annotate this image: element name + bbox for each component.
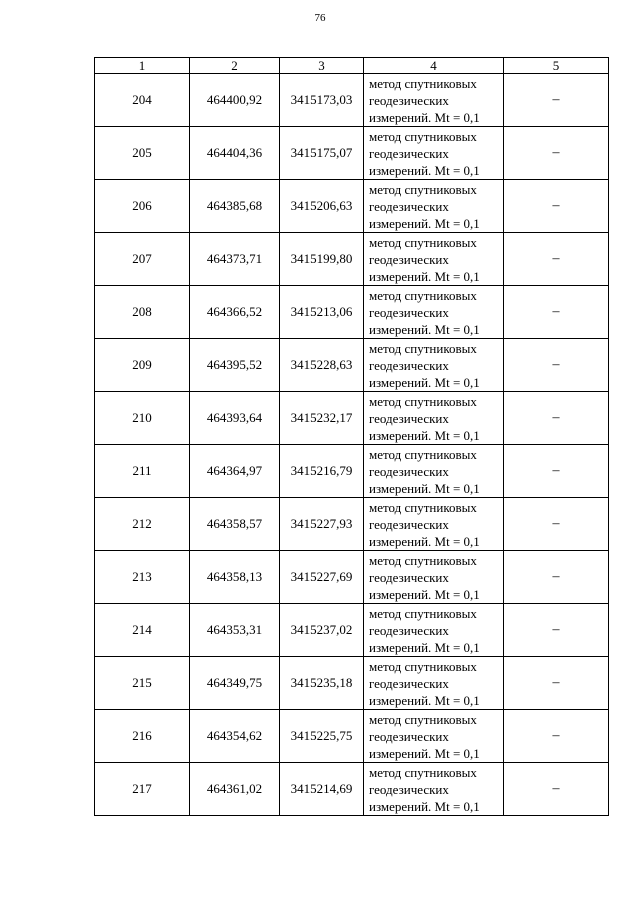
table-row [95,498,609,551]
method-cell [364,392,504,445]
remark-cell: – [504,604,609,657]
method-cell [364,604,504,657]
method-cell [364,286,504,339]
method-cell [364,180,504,233]
remark-cell: – [504,763,609,816]
method-line: метод спутниковых [369,393,477,409]
method-line: измерений. Mt = 0,1 [369,480,480,496]
table-row [95,710,609,763]
y-coordinate-cell: 3415228,63 [280,339,364,392]
y-coordinate-cell: 3415237,02 [280,604,364,657]
y-coordinate-cell: 3415232,17 [280,392,364,445]
y-coordinate-cell: 3415235,18 [280,657,364,710]
method-line: измерений. Mt = 0,1 [369,586,480,602]
x-coordinate-cell: 464385,68 [190,180,280,233]
method-line: геодезических [369,251,449,267]
method-line: геодезических [369,198,449,214]
point-number-cell: 205 [95,127,190,180]
table-row [95,551,609,604]
point-number-cell: 215 [95,657,190,710]
x-coordinate-cell: 464364,97 [190,445,280,498]
method-line: измерений. Mt = 0,1 [369,745,480,761]
method-line: метод спутниковых [369,764,477,780]
method-line: измерений. Mt = 0,1 [369,268,480,284]
method-line: метод спутниковых [369,446,477,462]
remark-cell: – [504,180,609,233]
y-coordinate-cell: 3415206,63 [280,180,364,233]
method-line: метод спутниковых [369,128,477,144]
table-row [95,339,609,392]
table-row [95,74,609,127]
table-row [95,657,609,710]
method-cell [364,710,504,763]
method-line: измерений. Mt = 0,1 [369,109,480,125]
method-cell [364,551,504,604]
table-row [95,763,609,816]
x-coordinate-cell: 464361,02 [190,763,280,816]
method-cell [364,74,504,127]
method-line: метод спутниковых [369,499,477,515]
y-coordinate-cell: 3415199,80 [280,233,364,286]
remark-cell: – [504,286,609,339]
remark-cell: – [504,657,609,710]
method-line: метод спутниковых [369,711,477,727]
method-cell [364,763,504,816]
column-header-1: 1 [95,58,190,74]
method-line: геодезических [369,675,449,691]
table-row [95,392,609,445]
table-row [95,180,609,233]
method-cell [364,498,504,551]
method-cell [364,339,504,392]
method-line: измерений. Mt = 0,1 [369,321,480,337]
x-coordinate-cell: 464395,52 [190,339,280,392]
table-row [95,286,609,339]
method-cell [364,127,504,180]
remark-cell: – [504,127,609,180]
method-line: геодезических [369,622,449,638]
method-line: метод спутниковых [369,181,477,197]
y-coordinate-cell: 3415175,07 [280,127,364,180]
method-line: метод спутниковых [369,658,477,674]
column-header-4: 4 [364,58,504,74]
method-line: геодезических [369,516,449,532]
method-line: геодезических [369,569,449,585]
y-coordinate-cell: 3415173,03 [280,74,364,127]
method-line: метод спутниковых [369,287,477,303]
method-line: геодезических [369,145,449,161]
x-coordinate-cell: 464349,75 [190,657,280,710]
y-coordinate-cell: 3415213,06 [280,286,364,339]
point-number-cell: 217 [95,763,190,816]
x-coordinate-cell: 464358,13 [190,551,280,604]
method-line: метод спутниковых [369,552,477,568]
method-line: измерений. Mt = 0,1 [369,639,480,655]
method-line: измерений. Mt = 0,1 [369,692,480,708]
point-number-cell: 214 [95,604,190,657]
remark-cell: – [504,498,609,551]
point-number-cell: 207 [95,233,190,286]
method-line: геодезических [369,304,449,320]
remark-cell: – [504,710,609,763]
point-number-cell: 208 [95,286,190,339]
method-cell [364,657,504,710]
remark-cell: – [504,233,609,286]
y-coordinate-cell: 3415216,79 [280,445,364,498]
y-coordinate-cell: 3415214,69 [280,763,364,816]
point-number-cell: 204 [95,74,190,127]
point-number-cell: 213 [95,551,190,604]
point-number-cell: 212 [95,498,190,551]
method-line: геодезических [369,357,449,373]
column-header-2: 2 [190,58,280,74]
table-row [95,445,609,498]
remark-cell: – [504,74,609,127]
method-line: метод спутниковых [369,605,477,621]
point-number-cell: 210 [95,392,190,445]
method-cell [364,233,504,286]
table-row [95,233,609,286]
page-number: 76 [314,12,326,24]
column-header-5: 5 [504,58,609,74]
method-line: измерений. Mt = 0,1 [369,533,480,549]
method-line: измерений. Mt = 0,1 [369,798,480,814]
x-coordinate-cell: 464373,71 [190,233,280,286]
method-line: геодезических [369,728,449,744]
x-coordinate-cell: 464400,92 [190,74,280,127]
column-header-3: 3 [280,58,364,74]
method-line: измерений. Mt = 0,1 [369,162,480,178]
method-line: метод спутниковых [369,234,477,250]
method-line: геодезических [369,781,449,797]
point-number-cell: 216 [95,710,190,763]
method-line: метод спутниковых [369,75,477,91]
table-header-row [95,58,609,74]
remark-cell: – [504,339,609,392]
x-coordinate-cell: 464366,52 [190,286,280,339]
y-coordinate-cell: 3415227,93 [280,498,364,551]
method-line: геодезических [369,92,449,108]
x-coordinate-cell: 464353,31 [190,604,280,657]
remark-cell: – [504,551,609,604]
method-line: геодезических [369,410,449,426]
remark-cell: – [504,392,609,445]
point-number-cell: 211 [95,445,190,498]
x-coordinate-cell: 464393,64 [190,392,280,445]
x-coordinate-cell: 464354,62 [190,710,280,763]
method-line: измерений. Mt = 0,1 [369,215,480,231]
y-coordinate-cell: 3415225,75 [280,710,364,763]
remark-cell: – [504,445,609,498]
method-cell [364,445,504,498]
table-row [95,127,609,180]
coordinates-table [94,57,609,816]
method-line: геодезических [369,463,449,479]
method-line: измерений. Mt = 0,1 [369,427,480,443]
point-number-cell: 209 [95,339,190,392]
method-line: метод спутниковых [369,340,477,356]
table-body [95,74,609,816]
method-line: измерений. Mt = 0,1 [369,374,480,390]
x-coordinate-cell: 464404,36 [190,127,280,180]
y-coordinate-cell: 3415227,69 [280,551,364,604]
x-coordinate-cell: 464358,57 [190,498,280,551]
table-row [95,604,609,657]
point-number-cell: 206 [95,180,190,233]
